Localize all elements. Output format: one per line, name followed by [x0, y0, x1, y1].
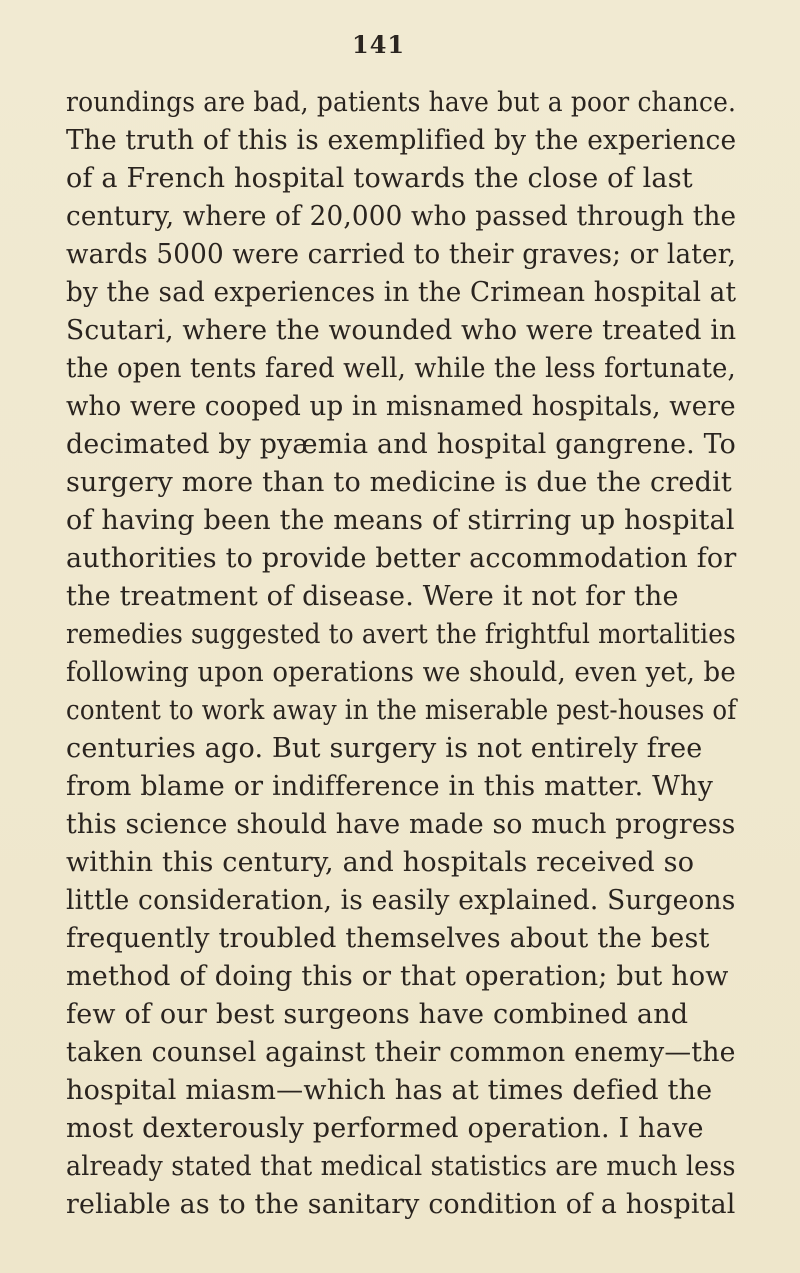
text-line-3: of a French hospital towards the close of last [66, 163, 693, 194]
text-line-13: authorities to provide better accommodation for [66, 543, 737, 574]
text-line-24: method of doing this or that operation; but how [66, 961, 729, 992]
text-line-4: century, where of 20,000 who passed through the [66, 201, 737, 232]
text-line-5: wards 5000 were carried to their graves; or later, [66, 239, 737, 270]
text-line-20: this science should have made so much progress [66, 809, 736, 840]
text-line-23: frequently troubled themselves about the best [66, 923, 710, 954]
text-line-27: hospital miasm—which has at times defied the [66, 1075, 713, 1106]
text-line-30: reliable as to the sanitary condition of a hospital [66, 1189, 736, 1220]
text-line-29: already stated that medical statistics are much less [66, 1151, 736, 1182]
text-line-28: most dexterously performed operation. I have [66, 1113, 704, 1144]
text-line-18: centuries ago. But surgery is not entirely free [66, 733, 703, 764]
text-line-12: of having been the means of stirring up hospital [66, 505, 735, 536]
text-line-16: following upon operations we should, even yet, be [66, 657, 736, 688]
text-line-10: decimated by pyæmia and hospital gangrene. To [66, 429, 736, 460]
text-line-6: by the sad experiences in the Crimean hospital at [66, 277, 737, 308]
text-line-11: surgery more than to medicine is due the credit [66, 467, 732, 498]
text-line-9: who were cooped up in misnamed hospitals, were [66, 391, 736, 422]
text-line-25: few of our best surgeons have combined and [66, 999, 689, 1030]
text-line-17: content to work away in the miserable pest-houses of [66, 695, 737, 726]
text-line-21: within this century, and hospitals received so [66, 847, 695, 878]
text-line-14: the treatment of disease. Were it not for the [66, 581, 679, 612]
text-line-26: taken counsel against their common enemy—the [66, 1037, 736, 1068]
text-line-15: remedies suggested to avert the frightful mortalities [66, 619, 736, 650]
text-line-2: The truth of this is exemplified by the experience [66, 125, 737, 156]
text-line-7: Scutari, where the wounded who were treated in [66, 315, 737, 346]
text-line-8: the open tents fared well, while the less fortunate, [66, 353, 736, 384]
text-line-22: little consideration, is easily explained. Surgeons [66, 885, 736, 916]
page-number: 141 [352, 30, 406, 59]
text-line-19: from blame or indifference in this matter. Why [66, 771, 714, 802]
text-line-1: roundings are bad, patients have but a poor chance. [66, 87, 737, 118]
